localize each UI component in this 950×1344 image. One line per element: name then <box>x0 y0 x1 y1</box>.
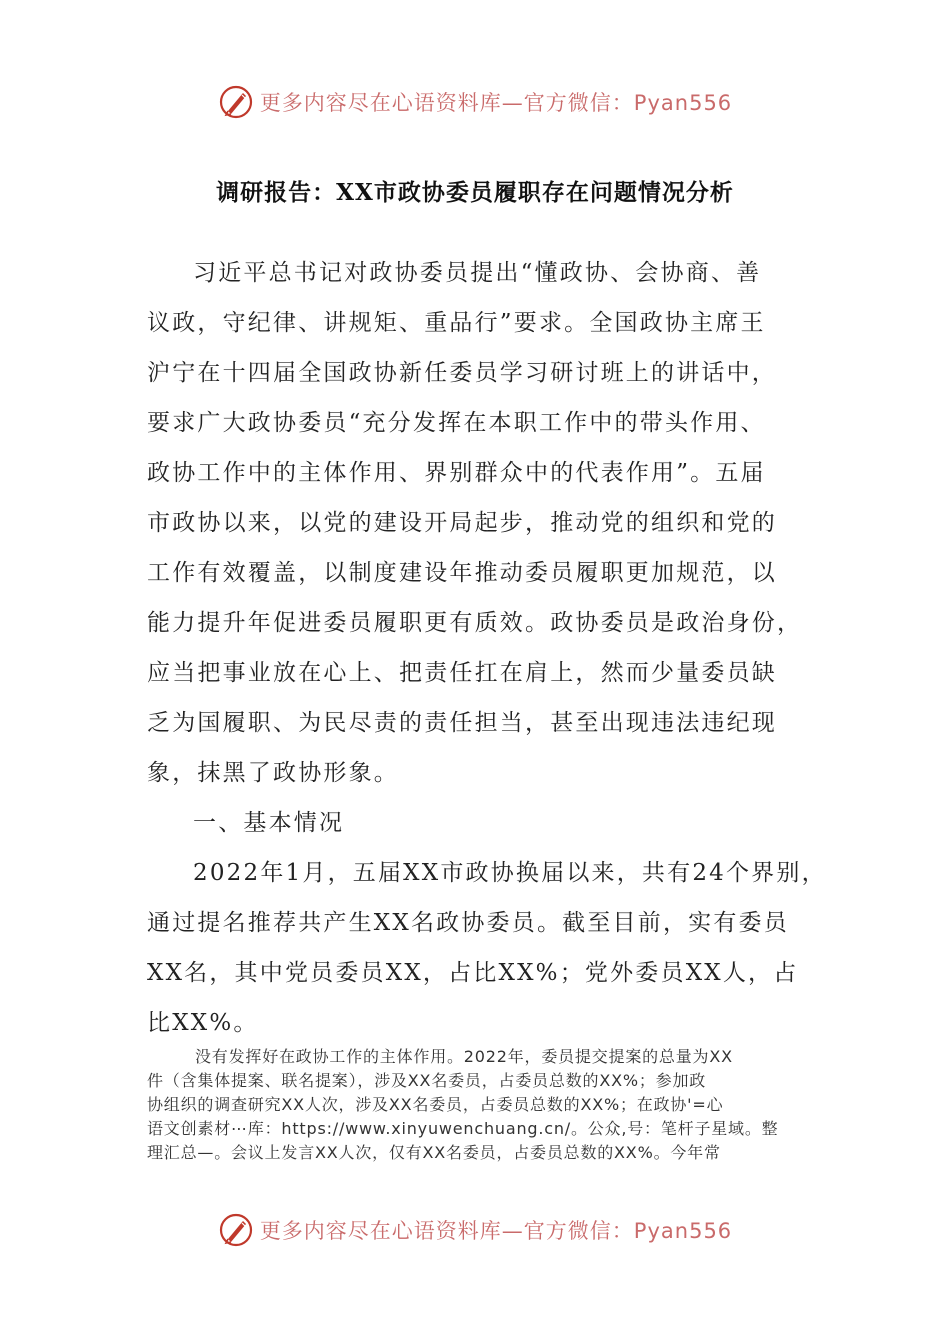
header-banner <box>0 82 950 122</box>
pen-logo-icon <box>218 1212 254 1248</box>
paragraph-line: 市政协以来，以党的建设开局起步，推动党的组织和党的 <box>147 510 777 536</box>
small-print-line: 协组织的调查研究XX人次，涉及XX名委员，占委员总数的XX%；在政协'=心 <box>147 1095 724 1114</box>
paragraph-line: 习近平总书记对政协委员提出“懂政协、会协商、善 <box>193 260 762 286</box>
paragraph-line: 乏为国履职、为民尽责的责任担当，甚至出现违法违纪现 <box>147 710 777 736</box>
paragraph-line: 2022年1月，五届XX市政协换届以来，共有24个界别， <box>193 860 827 886</box>
paragraph-line: 通过提名推荐共产生XX名政协委员。截至目前，实有委员 <box>147 910 789 936</box>
small-print-line: 没有发挥好在政协工作的主体作用。2022年，委员提交提案的总量为XX <box>195 1047 733 1066</box>
paragraph-line: 要求广大政协委员“充分发挥在本职工作中的带头作用、 <box>147 410 766 436</box>
paragraph-line: 比XX%。 <box>147 1010 259 1036</box>
section-heading: 一、基本情况 <box>193 810 345 836</box>
paragraph-line: 政协工作中的主体作用、界别群众中的代表作用”。五届 <box>147 460 766 486</box>
document-title: 调研报告：XX市政协委员履职存在问题情况分析 <box>216 179 734 206</box>
small-print-line: 语文创素材⋯库：https://www.xinyuwenchuang.cn/。公众,号：笔杆子星域。整 <box>147 1119 779 1138</box>
footer-banner <box>0 1210 950 1250</box>
pen-logo-icon <box>218 84 254 120</box>
banner-text: 更多内容尽在心语资料库—官方微信：Pyan556 <box>259 1219 733 1243</box>
paragraph-line: 象，抹黑了政协形象。 <box>147 760 399 786</box>
paragraph-line: 议政，守纪律、讲规矩、重品行”要求。全国政协主席王 <box>147 310 766 336</box>
small-print-line: 件（含集体提案、联名提案），涉及XX名委员，占委员总数的XX%；参加政 <box>147 1071 707 1090</box>
paragraph-line: XX名，其中党员委员XX，占比XX%；党外委员XX人，占 <box>147 960 799 986</box>
small-print-line: 理汇总—。会议上发言XX人次，仅有XX名委员，占委员总数的XX%。今年常 <box>147 1143 721 1162</box>
paragraph-line: 工作有效覆盖，以制度建设年推动委员履职更加规范，以 <box>147 560 777 586</box>
banner-text: 更多内容尽在心语资料库—官方微信：Pyan556 <box>259 91 733 115</box>
paragraph-line: 应当把事业放在心上、把责任扛在肩上，然而少量委员缺 <box>147 660 777 686</box>
paragraph-line: 沪宁在十四届全国政协新任委员学习研讨班上的讲话中， <box>147 360 777 386</box>
paragraph-line: 能力提升年促进委员履职更有质效。政协委员是政治身份， <box>147 610 803 636</box>
